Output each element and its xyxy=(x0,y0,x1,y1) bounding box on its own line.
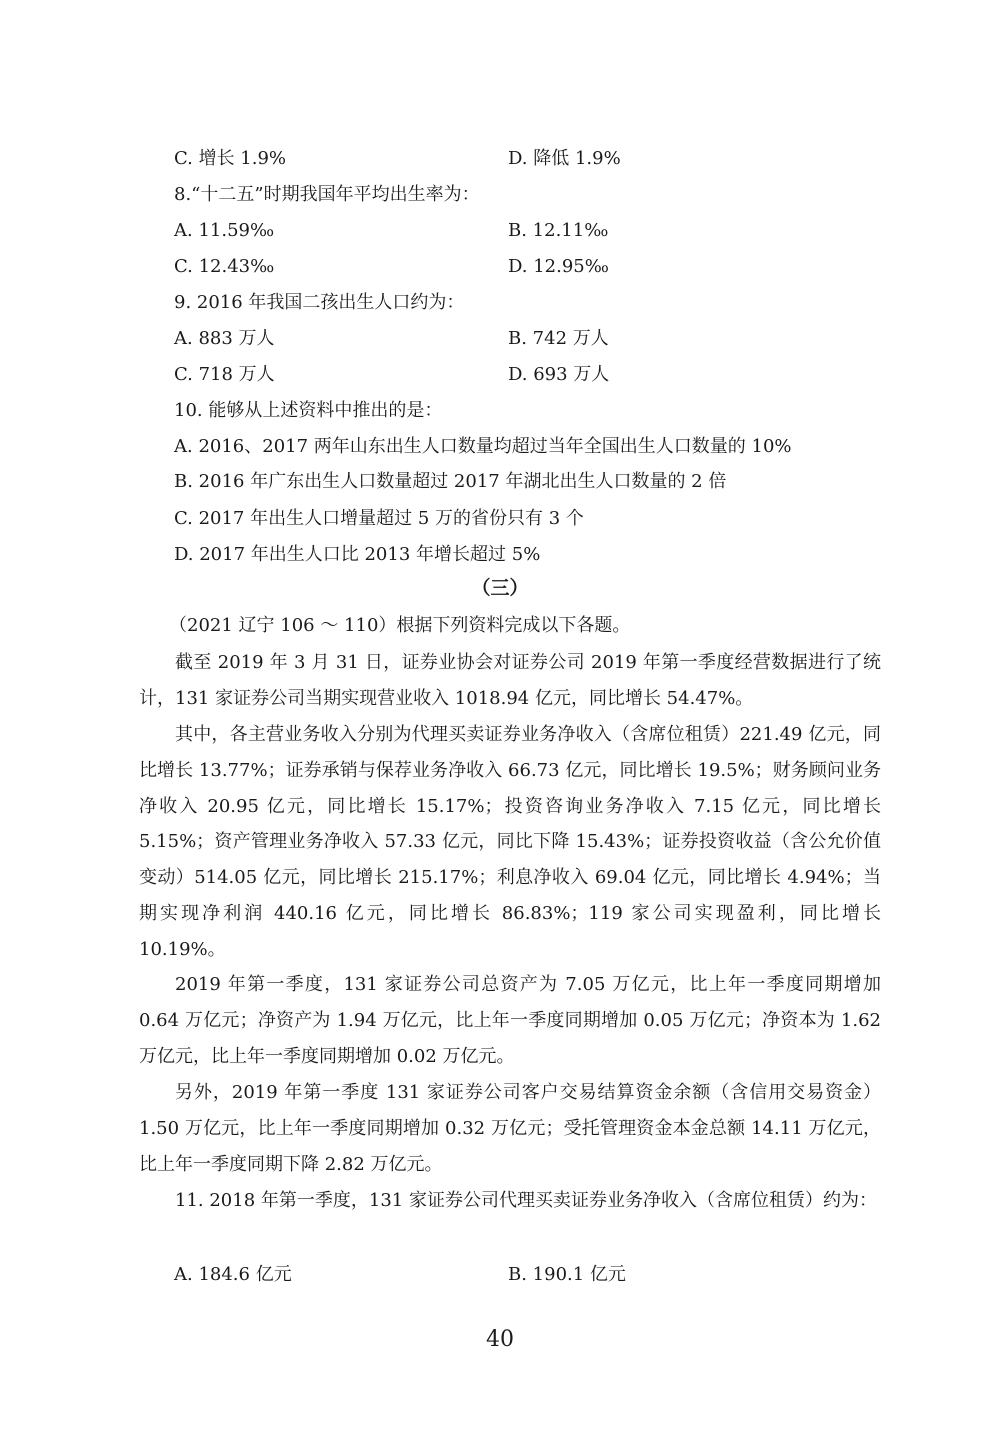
q8-option-b: B. 12.11‰ xyxy=(508,220,609,241)
q10-option-c: C. 2017 年出生人口增量超过 5 万的省份只有 3 个 xyxy=(174,508,584,529)
material-paragraph-1: 截至 2019 年 3 月 31 日，证券业协会对证券公司 2019 年第一季度经营数据进行了统计，131 家证券公司当期实现营业收入 1018.94 亿元，同比增长 54.47%。 xyxy=(139,652,881,709)
q8-option-a: A. 11.59‰ xyxy=(174,220,275,241)
q10-option-b: B. 2016 年广东出生人口数量超过 2017 年湖北出生人口数量的 2 倍 xyxy=(174,471,727,492)
q9-option-a: A. 883 万人 xyxy=(174,328,275,349)
q9-option-c: C. 718 万人 xyxy=(174,364,275,385)
q7-option-d: D. 降低 1.9% xyxy=(508,148,621,169)
q10-option-d: D. 2017 年出生人口比 2013 年增长超过 5% xyxy=(174,544,541,565)
section-title: （三） xyxy=(471,577,529,599)
q10-question: 10. 能够从上述资料中推出的是： xyxy=(174,400,443,421)
section-source: （2021 辽宁 106 ～ 110）根据下列资料完成以下各题。 xyxy=(169,615,631,636)
q11-option-a: A. 184.6 亿元 xyxy=(174,1264,292,1285)
q8-option-c: C. 12.43‰ xyxy=(174,256,275,277)
q8-option-d: D. 12.95‰ xyxy=(508,256,609,277)
q11-option-b: B. 190.1 亿元 xyxy=(508,1264,626,1285)
material-paragraph-4: 另外，2019 年第一季度 131 家证券公司客户交易结算资金余额（含信用交易资金）1.50 万亿元，比上年一季度同期增加 0.32 万亿元；受托管理资金本金总额 14.11 万亿元，比上年一季度同期下降 2.82 万亿元。 xyxy=(139,1082,881,1175)
q9-question: 9. 2016 年我国二孩出生人口约为： xyxy=(174,292,465,313)
q8-question: 8.“十二五”时期我国年平均出生率为： xyxy=(174,184,480,205)
page-number: 40 xyxy=(486,1327,514,1352)
q7-option-c: C. 增长 1.9% xyxy=(174,148,287,169)
q9-option-b: B. 742 万人 xyxy=(508,328,609,349)
material-paragraph-2: 其中，各主营业务收入分别为代理买卖证券业务净收入（含席位租赁）221.49 亿元，同比增长 13.77%；证券承销与保荐业务净收入 66.73 亿元，同比增长 19.5%；财务顾问业务净收入 20.95 亿元，同比增长 15.17%；投资咨询业务净收入 7.15 亿元，同比增长 5.15%；资产管理业务净收入 57.33 亿元，同比下降 15.43%；证券投资收益（含公允价值变动）514.05 亿元，同比增长 215.17%；利息净收入 69.04 亿元，同比增长 4.94%；当期实现净利润 440.16 亿元，同比增长 86.83%；119 家公司实现盈利，同比增长 10.19%。 xyxy=(139,724,881,960)
q11-question: 11. 2018 年第一季度，131 家证券公司代理买卖证券业务净收入（含席位租赁）约为： xyxy=(175,1190,877,1211)
q9-option-d: D. 693 万人 xyxy=(508,364,610,385)
q10-option-a: A. 2016、2017 两年山东出生人口数量均超过当年全国出生人口数量的 10% xyxy=(174,436,792,457)
material-paragraph-3: 2019 年第一季度，131 家证券公司总资产为 7.05 万亿元，比上年一季度同期增加 0.64 万亿元；净资产为 1.94 万亿元，比上年一季度同期增加 0.05 万亿元；净资本为 1.62 万亿元，比上年一季度同期增加 0.02 万亿元。 xyxy=(139,974,881,1067)
